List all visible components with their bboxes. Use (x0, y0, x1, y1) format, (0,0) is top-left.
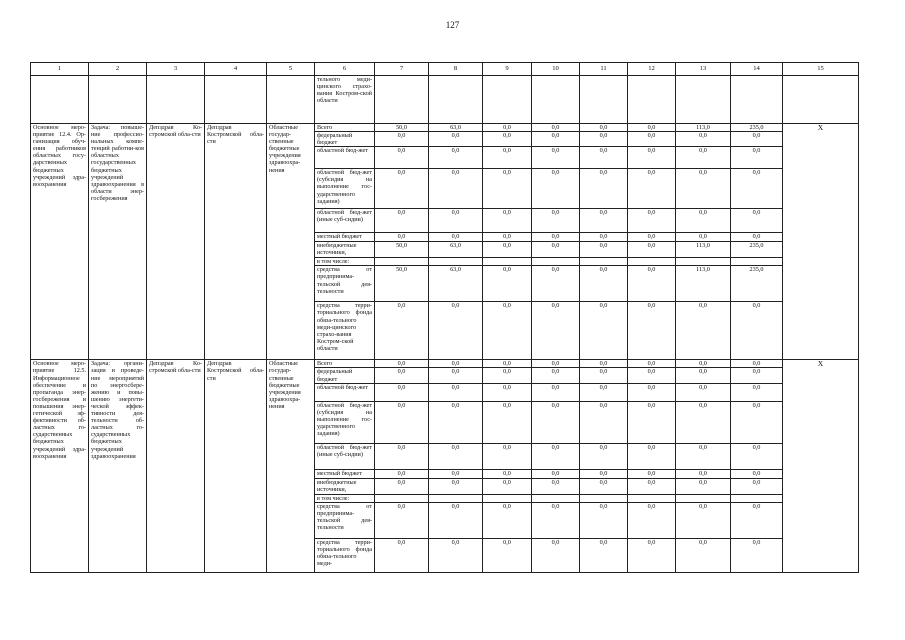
amount-cell: 0,0 (731, 132, 783, 147)
amount-cell: 50,0 (375, 242, 429, 258)
continuation-row (31, 76, 859, 124)
amount-cell: 113,0 (676, 266, 731, 302)
amount-cell: 0,0 (628, 538, 676, 572)
amount-cell: 0,0 (429, 302, 483, 360)
column-header: 1 (31, 63, 89, 76)
amount-cell: 0,0 (580, 360, 628, 368)
amount-cell: 113,0 (676, 242, 731, 258)
funding-source-label: Всего (315, 124, 375, 132)
amount-cell: 0,0 (532, 169, 580, 209)
amount-cell: 0,0 (532, 242, 580, 258)
amount-cell: 0,0 (731, 169, 783, 209)
amount-cell (628, 258, 676, 266)
amount-cell: 0,0 (580, 469, 628, 478)
amount-cell: 0,0 (375, 502, 429, 538)
amount-cell: 0,0 (375, 147, 429, 169)
funding-source-label: внебюджетные источники, (315, 478, 375, 494)
amount-cell: 0,0 (580, 266, 628, 302)
column-header: 7 (375, 63, 429, 76)
amount-cell: 0,0 (628, 478, 676, 494)
amount-cell (731, 494, 783, 502)
amount-cell (628, 494, 676, 502)
column-15-mark: X (783, 124, 859, 360)
amount-cell: 0,0 (676, 169, 731, 209)
block-c1-cell: Основное меро-приятие 12.5. Информационное обеспечение и пропаганда энер-госбережения и повышения энер-гетической эф-фективности об-ластных го-сударственных бюджетных учреждений здра-воохранения (31, 360, 89, 572)
amount-cell: 50,0 (375, 124, 429, 132)
amount-cell: 0,0 (580, 443, 628, 469)
amount-cell: 0,0 (731, 401, 783, 443)
amount-cell (580, 494, 628, 502)
column-header: 9 (483, 63, 532, 76)
block-c5-cell: Областные государ-ственные бюджетные учреждения здравоохра-нения (267, 360, 315, 572)
amount-cell: 0,0 (483, 368, 532, 383)
amount-cell: 0,0 (676, 302, 731, 360)
amount-cell: 0,0 (532, 124, 580, 132)
amount-cell: 235,0 (731, 242, 783, 258)
amount-cell: 0,0 (532, 266, 580, 302)
amount-cell: 0,0 (375, 469, 429, 478)
amount-cell (483, 494, 532, 502)
amount-cell: 0,0 (628, 360, 676, 368)
amount-cell: 63,0 (429, 242, 483, 258)
column-header: 11 (580, 63, 628, 76)
block-c1-cell: Основное меро-приятие 12.4. Ор-ганизация обуч-ения работников областных госу-дарственных бюджетных учреждений здра-воохранения (31, 124, 89, 360)
amount-cell (532, 258, 580, 266)
block-c2-cell: Задача: повыше-ние профессио-нальных компе-тенций работни-ков областных государственных бюджетных учреждений здравоохранения в области энер-госбережения (89, 124, 147, 360)
block-c4-cell: Депздрав Костромской обла-сти (205, 360, 267, 572)
amount-cell: 0,0 (580, 209, 628, 233)
column-15-mark: X (783, 360, 859, 572)
amount-cell: 0,0 (676, 538, 731, 572)
funding-source-label: средства от предпринима-тельской дея-тельности (315, 502, 375, 538)
amount-cell: 0,0 (731, 147, 783, 169)
amount-cell: 0,0 (483, 302, 532, 360)
amount-cell (676, 494, 731, 502)
funding-source-label: Всего (315, 360, 375, 368)
page-number: 127 (445, 20, 460, 30)
amount-cell: 0,0 (628, 147, 676, 169)
amount-cell: 0,0 (532, 401, 580, 443)
amount-cell (483, 258, 532, 266)
amount-cell: 0,0 (580, 383, 628, 401)
amount-cell (375, 258, 429, 266)
funding-source-label: областной бюд-жет (субсидия на выполнение гос-ударственного задания) (315, 401, 375, 443)
amount-cell: 0,0 (731, 478, 783, 494)
amount-cell: 0,0 (676, 502, 731, 538)
header-row (31, 63, 859, 76)
amount-cell: 0,0 (483, 169, 532, 209)
amount-cell: 0,0 (429, 147, 483, 169)
amount-cell (532, 494, 580, 502)
column-header: 4 (205, 63, 267, 76)
amount-cell: 0,0 (731, 383, 783, 401)
amount-cell: 0,0 (375, 209, 429, 233)
amount-cell: 0,0 (628, 124, 676, 132)
amount-cell (580, 258, 628, 266)
amount-cell: 0,0 (483, 209, 532, 233)
amount-cell: 0,0 (676, 147, 731, 169)
amount-cell: 0,0 (375, 169, 429, 209)
amount-cell: 0,0 (483, 124, 532, 132)
block-c2-cell: Задача: органи-зация и проведе-ние мероприятий по энергосбере-жению и повы-шению энергети-ческой эффек-тивности дея-тельности об-ластных го-сударственных бюджетных учреждений здравоохранения (89, 360, 147, 572)
amount-cell: 0,0 (375, 401, 429, 443)
amount-cell: 0,0 (628, 169, 676, 209)
amount-cell: 0,0 (532, 368, 580, 383)
amount-cell: 235,0 (731, 124, 783, 132)
amount-cell: 0,0 (676, 233, 731, 242)
amount-cell: 0,0 (532, 302, 580, 360)
amount-cell: 0,0 (429, 478, 483, 494)
amount-cell: 0,0 (483, 502, 532, 538)
amount-cell: 0,0 (731, 502, 783, 538)
amount-cell: 0,0 (628, 302, 676, 360)
amount-cell: 0,0 (375, 478, 429, 494)
amount-cell: 0,0 (676, 132, 731, 147)
amount-cell: 0,0 (628, 368, 676, 383)
funding-source-label: областной бюд-жет (иные суб-сидии) (315, 209, 375, 233)
amount-cell: 0,0 (731, 302, 783, 360)
amount-cell: 0,0 (375, 302, 429, 360)
amount-cell: 0,0 (628, 132, 676, 147)
amount-cell: 0,0 (483, 478, 532, 494)
amount-cell: 0,0 (429, 169, 483, 209)
amount-cell: 0,0 (731, 538, 783, 572)
amount-cell: 113,0 (676, 124, 731, 132)
amount-cell: 0,0 (483, 383, 532, 401)
amount-cell: 0,0 (483, 401, 532, 443)
column-header: 14 (731, 63, 783, 76)
amount-cell (731, 258, 783, 266)
amount-cell: 0,0 (483, 233, 532, 242)
block-c3-cell: Депздрав Ко-стромской обла-сти (147, 124, 205, 360)
amount-cell (429, 494, 483, 502)
amount-cell: 0,0 (676, 368, 731, 383)
amount-cell: 0,0 (580, 502, 628, 538)
amount-cell: 0,0 (375, 368, 429, 383)
amount-cell: 0,0 (580, 302, 628, 360)
amount-cell: 0,0 (628, 383, 676, 401)
funding-source-label: областной бюд-жет (315, 383, 375, 401)
funding-source-label: федеральный бюджет (315, 368, 375, 383)
amount-cell: 0,0 (580, 478, 628, 494)
amount-cell: 0,0 (429, 368, 483, 383)
funding-source-label: федеральный бюджет (315, 132, 375, 147)
amount-cell: 0,0 (676, 360, 731, 368)
funding-source-label: средства от предпринима-тельской дея-тельности (315, 266, 375, 302)
amount-cell: 0,0 (580, 124, 628, 132)
amount-cell: 0,0 (483, 132, 532, 147)
amount-cell: 0,0 (628, 209, 676, 233)
amount-cell: 0,0 (580, 538, 628, 572)
amount-cell: 0,0 (532, 360, 580, 368)
table-row (31, 360, 859, 368)
funding-source-label: областной бюд-жет (субсидия на выполнение гос-ударственного задания) (315, 169, 375, 209)
amount-cell: 0,0 (580, 233, 628, 242)
continuation-label: тельного меди-цинского страхо-вания Костром-ской области (315, 76, 375, 124)
amount-cell: 0,0 (375, 360, 429, 368)
amount-cell: 0,0 (483, 242, 532, 258)
funding-source-label: внебюджетные источники, (315, 242, 375, 258)
amount-cell: 0,0 (580, 132, 628, 147)
amount-cell: 0,0 (532, 233, 580, 242)
column-header: 12 (628, 63, 676, 76)
funding-source-label: средства терри-ториального фонда обяза-тельного меди- (315, 538, 375, 572)
amount-cell: 0,0 (532, 147, 580, 169)
column-header: 3 (147, 63, 205, 76)
amount-cell: 0,0 (580, 242, 628, 258)
amount-cell: 0,0 (532, 443, 580, 469)
amount-cell: 0,0 (532, 502, 580, 538)
amount-cell: 0,0 (532, 478, 580, 494)
amount-cell: 0,0 (731, 368, 783, 383)
amount-cell: 0,0 (580, 368, 628, 383)
amount-cell: 0,0 (628, 233, 676, 242)
amount-cell: 0,0 (676, 209, 731, 233)
amount-cell: 0,0 (483, 360, 532, 368)
amount-cell: 0,0 (429, 360, 483, 368)
amount-cell (676, 258, 731, 266)
table-row (31, 124, 859, 132)
amount-cell: 0,0 (731, 469, 783, 478)
funding-source-label: местный бюджет (315, 469, 375, 478)
funding-source-label: областной бюд-жет (315, 147, 375, 169)
amount-cell: 63,0 (429, 124, 483, 132)
amount-cell: 0,0 (628, 443, 676, 469)
column-header: 13 (676, 63, 731, 76)
amount-cell: 0,0 (429, 401, 483, 443)
amount-cell: 0,0 (532, 132, 580, 147)
amount-cell: 0,0 (429, 538, 483, 572)
amount-cell: 0,0 (580, 401, 628, 443)
amount-cell: 0,0 (429, 443, 483, 469)
funding-source-label: местный бюджет (315, 233, 375, 242)
amount-cell: 235,0 (731, 266, 783, 302)
amount-cell: 0,0 (731, 443, 783, 469)
amount-cell: 0,0 (483, 147, 532, 169)
amount-cell: 0,0 (532, 209, 580, 233)
amount-cell: 0,0 (532, 383, 580, 401)
amount-cell: 0,0 (429, 132, 483, 147)
amount-cell: 50,0 (375, 266, 429, 302)
block-c5-cell: Областные государ-ственные бюджетные учреждения здравоохра-нения (267, 124, 315, 360)
funding-source-label: областной бюд-жет (иные суб-сидии) (315, 443, 375, 469)
amount-cell: 0,0 (580, 147, 628, 169)
amount-cell: 0,0 (532, 469, 580, 478)
amount-cell: 63,0 (429, 266, 483, 302)
block-c3-cell: Депздрав Ко-стромской обла-сти (147, 360, 205, 572)
budget-table (30, 62, 859, 573)
amount-cell: 0,0 (375, 233, 429, 242)
amount-cell: 0,0 (483, 266, 532, 302)
amount-cell: 0,0 (676, 383, 731, 401)
amount-cell (429, 258, 483, 266)
column-header: 8 (429, 63, 483, 76)
amount-cell: 0,0 (429, 209, 483, 233)
amount-cell: 0,0 (375, 538, 429, 572)
amount-cell: 0,0 (375, 443, 429, 469)
amount-cell: 0,0 (429, 502, 483, 538)
column-header: 6 (315, 63, 375, 76)
funding-source-label: в том числе: (315, 258, 375, 266)
amount-cell: 0,0 (731, 209, 783, 233)
amount-cell: 0,0 (375, 132, 429, 147)
column-header: 15 (783, 63, 859, 76)
amount-cell: 0,0 (628, 266, 676, 302)
amount-cell: 0,0 (483, 538, 532, 572)
amount-cell: 0,0 (676, 478, 731, 494)
amount-cell: 0,0 (375, 383, 429, 401)
column-header: 2 (89, 63, 147, 76)
amount-cell: 0,0 (429, 233, 483, 242)
amount-cell: 0,0 (676, 401, 731, 443)
amount-cell: 0,0 (628, 502, 676, 538)
column-header: 10 (532, 63, 580, 76)
amount-cell: 0,0 (628, 469, 676, 478)
amount-cell: 0,0 (580, 169, 628, 209)
amount-cell: 0,0 (628, 401, 676, 443)
amount-cell: 0,0 (532, 538, 580, 572)
column-header: 5 (267, 63, 315, 76)
amount-cell: 0,0 (429, 469, 483, 478)
amount-cell: 0,0 (731, 360, 783, 368)
amount-cell (375, 494, 429, 502)
amount-cell: 0,0 (676, 443, 731, 469)
amount-cell: 0,0 (676, 469, 731, 478)
block-c4-cell: Депздрав Костромской обла-сти (205, 124, 267, 360)
amount-cell: 0,0 (429, 383, 483, 401)
amount-cell: 0,0 (731, 233, 783, 242)
amount-cell: 0,0 (483, 443, 532, 469)
amount-cell: 0,0 (483, 469, 532, 478)
amount-cell: 0,0 (628, 242, 676, 258)
funding-source-label: в том числе: (315, 494, 375, 502)
funding-source-label: средства терри-ториального фонда обяза-тельного меди-цинского страхо-вания Костром-ской области (315, 302, 375, 360)
